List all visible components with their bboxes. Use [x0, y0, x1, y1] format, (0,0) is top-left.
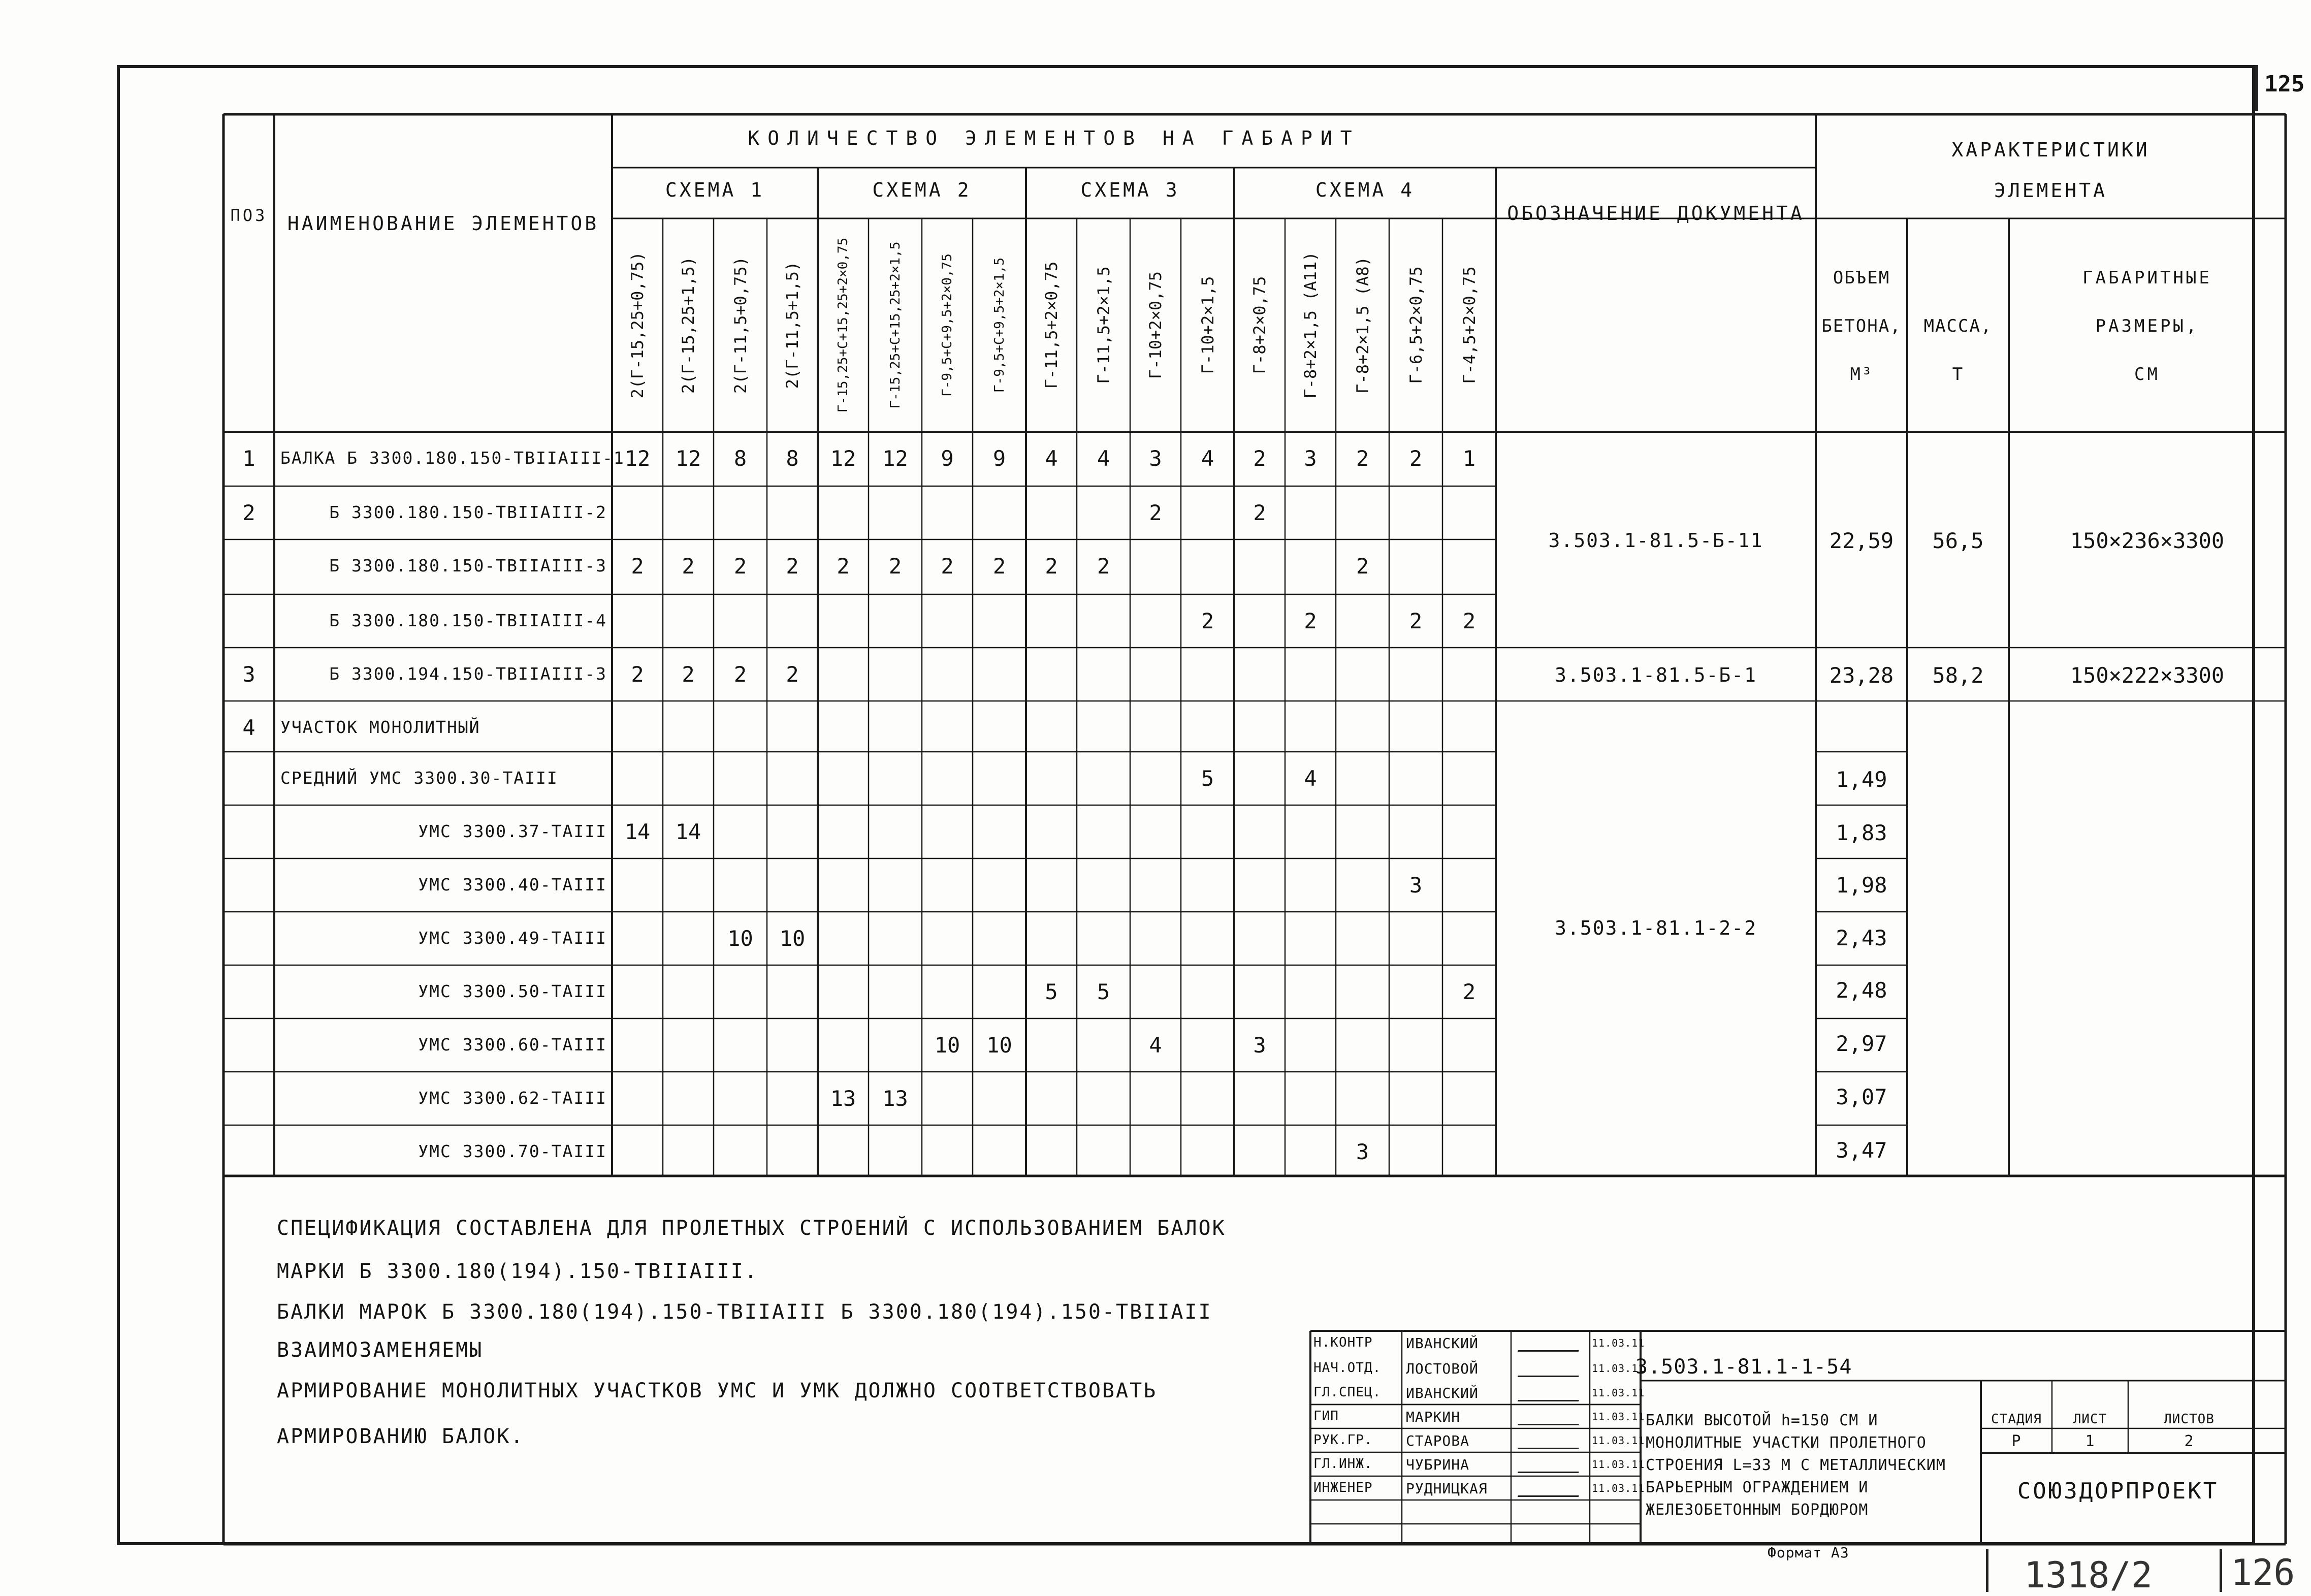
header-name: [274, 201, 612, 246]
volume-cell: 3,07: [1836, 1084, 1887, 1109]
tb-date: 11.03.11: [1592, 1362, 1645, 1375]
header-scheme-1: СХЕМА 1: [665, 179, 765, 201]
row-name: СРЕДНИЙ УМС 3300.30-ТАIII: [280, 768, 558, 788]
tb-date: 11.03.11: [1592, 1387, 1645, 1399]
gabarit-header-2: 2(Г-15,25+1,5): [679, 257, 698, 394]
row-name: УМС 3300.37-ТАIII: [418, 821, 607, 841]
gabarit-header-1: 2(Г-15,25+0,75): [628, 251, 647, 399]
tb-date: 11.03.11: [1592, 1434, 1645, 1447]
stage-label: СТАДИЯ: [1991, 1412, 2042, 1427]
description-line-1: БАЛКИ ВЫСОТОЙ h=150 СМ И: [1646, 1412, 1878, 1429]
row-pos: 4: [242, 715, 255, 740]
tb-signature: [1518, 1362, 1584, 1377]
quantity-cell: 2: [1409, 609, 1423, 633]
quantity-cell: 2: [1045, 554, 1058, 579]
gabarit-header-4: 2(Г-11,5+1,5): [783, 261, 802, 389]
row-pos: 2: [242, 500, 255, 525]
sheet-label: ЛИСТ: [2073, 1412, 2107, 1427]
quantity-cell: 12: [675, 446, 701, 471]
row-name: Б 3300.180.150-ТВIIАIII-2: [329, 502, 607, 522]
title-block-code: 3.503.1-81.1-1-54: [1635, 1355, 1852, 1379]
quantity-cell: 2: [786, 554, 799, 579]
quantity-cell: 10: [727, 926, 753, 951]
header-volume: [1816, 254, 1907, 399]
mass-1: 56,5: [1932, 528, 1984, 553]
quantity-cell: 1: [1462, 446, 1476, 471]
sheets-label: ЛИСТОВ: [2164, 1412, 2214, 1427]
quantity-cell: 2: [837, 554, 850, 579]
tb-role: ГИП: [1313, 1409, 1339, 1424]
quantity-cell: 9: [941, 446, 954, 471]
quantity-cell: 2: [733, 662, 747, 687]
archive-divider-left: [1986, 1549, 1988, 1592]
document-3: 3.503.1-81.1-2-2: [1554, 917, 1757, 939]
quantity-cell: 2: [888, 554, 902, 579]
quantity-cell: 2: [1356, 554, 1369, 579]
header-dimensions-3: СМ: [2134, 364, 2160, 385]
tb-name: МАРКИН: [1406, 1409, 1461, 1425]
quantity-cell: 2: [631, 662, 644, 687]
row-name: Б 3300.180.150-ТВIIАIII-3: [329, 556, 607, 576]
header-dimensions-1: ГАБАРИТНЫЕ: [2082, 268, 2212, 288]
quantity-cell: 2: [1356, 446, 1369, 471]
note-line-6: АРМИРОВАНИЮ БАЛОК.: [277, 1425, 525, 1448]
description-line-3: СТРОЕНИЯ L=33 М С МЕТАЛЛИЧЕСКИМ: [1646, 1456, 1946, 1474]
format-label: Формат А3: [1768, 1544, 1849, 1561]
document-2: 3.503.1-81.5-Б-1: [1554, 664, 1757, 686]
quantity-cell: 4: [1097, 446, 1110, 471]
tb-name: СТАРОВА: [1406, 1432, 1470, 1449]
gabarit-header-6: Г-15,25+С+15,25+2×1,5: [887, 241, 903, 409]
row-name: УМС 3300.49-ТАIII: [418, 928, 607, 948]
tb-name: РУДНИЦКАЯ: [1406, 1480, 1488, 1497]
volume-cell: 23,28: [1829, 663, 1894, 688]
gabarit-header-8: Г-9,5+С+9,5+2×1,5: [991, 257, 1007, 393]
tb-role: ГЛ.ИНЖ.: [1313, 1456, 1373, 1472]
quantity-cell: 2: [631, 554, 644, 579]
gabarit-header-12: Г-10+2×1,5: [1198, 276, 1217, 374]
quantity-cell: 2: [1409, 446, 1423, 471]
quantity-cell: 12: [830, 446, 856, 471]
archive-divider: [2220, 1549, 2222, 1592]
note-line-4: ВЗАИМОЗАМЕНЯЕМЫ: [277, 1338, 484, 1362]
note-line-5: АРМИРОВАНИЕ МОНОЛИТНЫХ УЧАСТКОВ УМС И УМК ДОЛЖНО СООТВЕТСТВОВАТЬ: [277, 1379, 1158, 1402]
quantity-cell: 2: [992, 554, 1006, 579]
tb-signature: [1518, 1387, 1584, 1401]
header-dimensions-2: РАЗМЕРЫ,: [2095, 316, 2199, 336]
page-number-top: 125: [2264, 71, 2305, 97]
gabarit-header-17: Г-4,5+2×0,75: [1459, 266, 1479, 384]
tb-date: 11.03.11: [1592, 1482, 1645, 1494]
description-line-5: ЖЕЛЕЗОБЕТОННЫМ БОРДЮРОМ: [1646, 1501, 1869, 1519]
volume-cell: 1,98: [1836, 873, 1887, 898]
tb-signature: [1518, 1337, 1584, 1352]
tb-role: Н.КОНТР: [1313, 1335, 1373, 1350]
stage-value: Р: [2011, 1432, 2021, 1450]
tb-name: ЛОСТОВОЙ: [1406, 1360, 1479, 1377]
gabarit-header-13: Г-8+2×0,75: [1250, 276, 1269, 374]
gabarit-header-3: 2(Г-11,5+0,75): [730, 257, 750, 394]
gabarit-header-5: Г-15,25+С+15,25+2×0,75: [836, 237, 851, 413]
tb-date: 11.03.11: [1592, 1411, 1645, 1423]
quantity-cell: 2: [1149, 500, 1162, 525]
mass-2: 58,2: [1932, 663, 1984, 688]
quantity-cell: 10: [779, 926, 806, 951]
quantity-cell: 10: [986, 1033, 1012, 1058]
quantity-cell: 5: [1045, 979, 1058, 1004]
volume-cell: 2,43: [1836, 925, 1887, 950]
sheets-value: 2: [2184, 1432, 2194, 1450]
tb-role: ГЛ.СПЕЦ.: [1313, 1385, 1382, 1400]
volume-cell: 1,83: [1836, 820, 1887, 845]
quantity-cell: 5: [1097, 979, 1110, 1004]
row-name: УМС 3300.62-ТАIII: [418, 1088, 607, 1108]
gabarit-header-14: Г-8+2×1,5 (А11): [1301, 251, 1320, 399]
quantity-cell: 2: [1253, 500, 1266, 525]
header-name-text: НАИМЕНОВАНИЕ ЭЛЕМЕНТОВ: [287, 212, 599, 235]
description-line-4: БАРЬЕРНЫМ ОГРАЖДЕНИЕМ И: [1646, 1479, 1869, 1496]
quantity-cell: 3: [1356, 1139, 1369, 1164]
quantity-cell: 3: [1253, 1033, 1266, 1058]
header-volume-3: М³: [1850, 364, 1873, 385]
row-name: УМС 3300.70-ТАIII: [418, 1141, 607, 1161]
row-name: УМС 3300.50-ТАIII: [418, 981, 607, 1001]
tb-signature: [1518, 1458, 1584, 1473]
gabarit-header-10: Г-11,5+2×1,5: [1094, 266, 1113, 384]
quantity-cell: 14: [624, 819, 651, 844]
quantity-cell: 3: [1409, 873, 1423, 898]
header-mass: [1907, 302, 2009, 399]
quantity-cell: 2: [1462, 609, 1476, 633]
quantity-cell: 5: [1201, 766, 1214, 791]
header-scheme-2: СХЕМА 2: [872, 179, 972, 201]
quantity-cell: 2: [1462, 979, 1476, 1004]
sheet-value: 1: [2085, 1432, 2095, 1450]
header-scheme-3: СХЕМА 3: [1080, 179, 1180, 201]
header-document-text: ОБОЗНАЧЕНИЕ ДОКУМЕНТА: [1507, 202, 1805, 225]
row-name: УМС 3300.40-ТАIII: [418, 875, 607, 895]
quantity-cell: 3: [1304, 446, 1317, 471]
quantity-cell: 12: [882, 446, 908, 471]
quantity-cell: 10: [934, 1033, 960, 1058]
quantity-cell: 8: [786, 446, 799, 471]
tb-role: НАЧ.ОТД.: [1313, 1360, 1382, 1376]
header-dimensions: [2009, 254, 2286, 399]
header-scheme-4: СХЕМА 4: [1315, 179, 1415, 201]
tb-role: РУК.ГР.: [1313, 1432, 1373, 1448]
volume-cell: 22,59: [1829, 528, 1894, 553]
row-name: БАЛКА Б 3300.180.150-ТВIIАIII-1: [280, 448, 625, 468]
volume-cell: 3,47: [1836, 1138, 1887, 1163]
header-characteristics-text: ХАРАКТЕРИСТИКИ ЭЛЕМЕНТА: [1951, 139, 2150, 202]
row-name: УМС 3300.60-ТАIII: [418, 1035, 607, 1055]
tb-name: ИВАНСКИЙ: [1406, 1385, 1479, 1401]
document-1: 3.503.1-81.5-Б-11: [1548, 529, 1763, 552]
tb-name: ЧУБРИНА: [1406, 1456, 1470, 1473]
note-line-1: СПЕЦИФИКАЦИЯ СОСТАВЛЕНА ДЛЯ ПРОЛЕТНЫХ СТРОЕНИЙ С ИСПОЛЬЗОВАНИЕМ БАЛОК: [277, 1217, 1226, 1240]
archive-number: 1318/2: [2024, 1554, 2153, 1596]
quantity-cell: 4: [1045, 446, 1058, 471]
quantity-cell: 13: [882, 1086, 908, 1111]
tb-date: 11.03.11: [1592, 1337, 1645, 1349]
header-volume-1: ОБЪЕМ: [1833, 268, 1890, 288]
quantity-cell: 2: [682, 554, 695, 579]
organization: СОЮЗДОРПРОЕКТ: [2017, 1478, 2219, 1504]
note-line-3: БАЛКИ МАРОК Б 3300.180(194).150-ТВIIАIII Б 3300.180(194).150-ТВIIАII: [277, 1300, 1212, 1324]
page-number-bottom: 126: [2231, 1552, 2295, 1593]
quantity-cell: 4: [1304, 766, 1317, 791]
quantity-cell: 9: [992, 446, 1006, 471]
tb-date: 11.03.11: [1592, 1458, 1645, 1471]
row-pos: 1: [242, 446, 255, 471]
description-line-2: МОНОЛИТНЫЕ УЧАСТКИ ПРОЛЕТНОГО: [1646, 1434, 1927, 1452]
gabarit-header-15: Г-8+2×1,5 (А8): [1353, 257, 1372, 394]
quantity-cell: 2: [1304, 609, 1317, 633]
row-name: Б 3300.180.150-ТВIIАIII-4: [329, 611, 607, 630]
tb-role: ИНЖЕНЕР: [1313, 1480, 1373, 1495]
quantity-cell: 14: [675, 819, 701, 844]
quantity-cell: 4: [1149, 1033, 1162, 1058]
volume-cell: 1,49: [1836, 767, 1887, 792]
dimensions-1: 150×236×3300: [2070, 528, 2225, 553]
row-name: УЧАСТОК МОНОЛИТНЫЙ: [280, 717, 480, 737]
quantity-cell: 2: [786, 662, 799, 687]
row-pos: 3: [242, 662, 255, 687]
quantity-cell: 2: [1097, 554, 1110, 579]
quantity-cell: 3: [1149, 446, 1162, 471]
quantity-cell: 2: [941, 554, 954, 579]
header-mass-1: МАССА,: [1923, 316, 1993, 336]
gabarit-header-16: Г-6,5+2×0,75: [1406, 266, 1426, 384]
quantity-cell: 2: [682, 662, 695, 687]
quantity-cell: 12: [624, 446, 651, 471]
header-pos: ПОЗ: [230, 206, 268, 225]
tb-name: ИВАНСКИЙ: [1406, 1335, 1479, 1352]
tb-signature: [1518, 1482, 1584, 1497]
tb-signature: [1518, 1411, 1584, 1425]
note-line-2: МАРКИ Б 3300.180(194).150-ТВIIАIII.: [277, 1260, 758, 1283]
quantity-cell: 2: [1201, 609, 1214, 633]
quantity-cell: 13: [830, 1086, 856, 1111]
header-characteristics: [1816, 130, 2286, 211]
gabarit-header-9: Г-11,5+2×0,75: [1042, 261, 1061, 389]
row-name: Б 3300.194.150-ТВIIАIII-3: [329, 664, 607, 684]
gabarit-header-7: Г-9,5+С+9,5+2×0,75: [940, 253, 955, 397]
gabarit-header-11: Г-10+2×0,75: [1146, 271, 1165, 379]
quantity-cell: 8: [733, 446, 747, 471]
header-document: [1496, 193, 1816, 234]
header-volume-2: БЕТОНА,: [1821, 316, 1902, 336]
volume-cell: 2,48: [1836, 978, 1887, 1003]
volume-cell: 2,97: [1836, 1031, 1887, 1056]
header-mass-2: Т: [1952, 364, 1964, 385]
dimensions-2: 150×222×3300: [2070, 663, 2225, 688]
quantity-cell: 2: [733, 554, 747, 579]
quantity-cell: 2: [1253, 446, 1266, 471]
quantity-cell: 4: [1201, 446, 1214, 471]
header-quantity: КОЛИЧЕСТВО ЭЛЕМЕНТОВ НА ГАБАРИТ: [748, 127, 1360, 149]
tb-signature: [1518, 1434, 1584, 1449]
